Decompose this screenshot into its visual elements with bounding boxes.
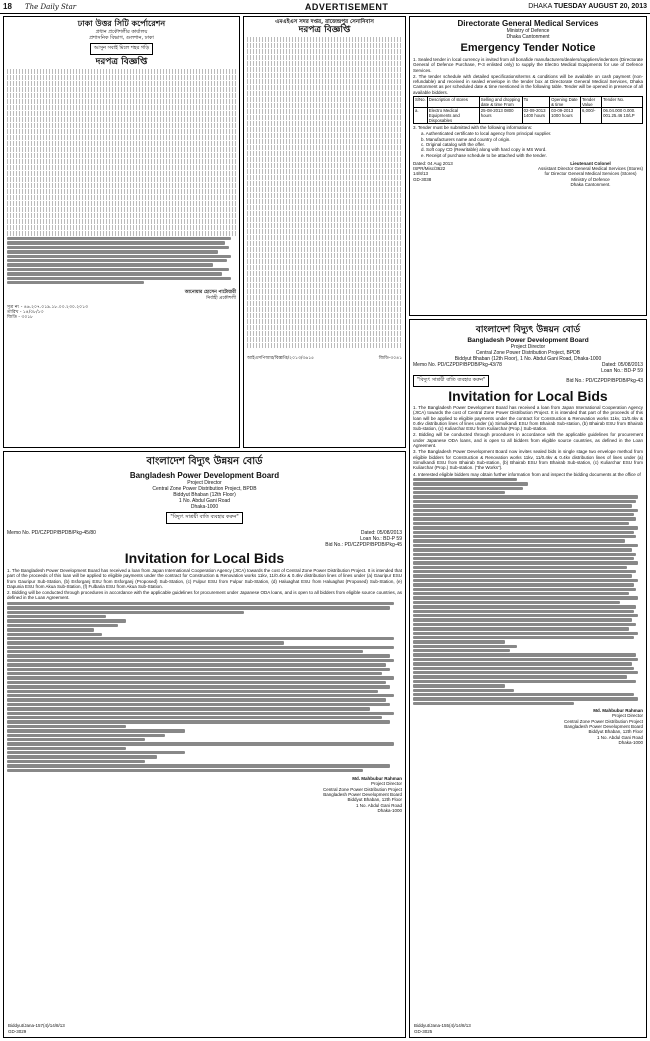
ad-footer [413,161,643,187]
table-header-cell: Tender No. [602,97,643,108]
ad-org-name: ঢাকা উত্তর সিটি কর্পোরেশন [77,19,166,28]
table-cell: 25-08-2013 0800 hours [479,108,522,124]
ad-signature: Md. Mahbubur Rahman Project Director Central Zone Power Distribution Project Bangladesh Power Development Board Biddyut Bhaban, 12th Floor 1 No. Abdul Gani Road Dhaka-1000 [322,776,402,813]
ad-paragraph-1: 1. Sealed tender in local currency is invited from all bonafide manufacturers/dealers/suppliers/indentors (Directorate General of Defence Purchase, P-3 enlisted only) to supply the Electro Medical Equipments for use of Defence Services. [413,57,643,73]
table-header-cell: Tender Value [581,97,602,108]
page-number: 18 [3,2,12,11]
ad-mes-tender [243,16,406,448]
ad-reference: Dated: 04 Aug 2013 ISPR/Misc/3622 14/8/13 GD-3038 [413,160,453,182]
page-header [0,0,650,14]
ad-org-name: Bangladesh Power Development Board [467,337,589,344]
memo-number: Memo No. PD/CZPDP/BPDB/Pkg-45/80 [7,530,96,536]
ad-bpdb-pkg43 [409,319,647,1038]
ad-paragraph-1: 1. The Bangladesh Power Development Board has received a loan from Japan International Cooperation Agency (JICA) towards the cost of Central Zone Power Distribution Project. It is intended that part of the proceeds of this loan will be applied to eligible payments under the contract for Construction & Renovation works 11kv, 11/0.4kv & 0.4kv distribution lines of lines under (a) Gauripur ESU from Gauripur Sub-Station, (b) Esforganj ESU from Esforganj (Proposed) Sub-Station, (c) Fulpur ESU from Fulpur Sub-Station, (d) Haluaghat ESU from Haluaghat (Proposed) Sub-Station, (e) Dapunia ESU from Akua Sub-Station, (f) Fulbaria ESU from Akua Sub-Station. [7,568,402,589]
ad-address-line: Dhaka-1000 [190,504,219,510]
ad-slogan: "বিদ্যুৎ সাশ্রয়ী বাতি ব্যবহার করুন" [166,512,242,524]
table-header-cell: Opening Date & time [550,97,581,108]
ad-address-line: Biddyut Bhaban (12th Floor) [173,492,236,498]
ad-title: দরপত্র বিজ্ঞপ্তি [298,25,351,35]
ad-reference: Biddyut/Jana-157(4)/14/8/13 GD-3029 [8,1023,65,1034]
memo-date: Dated: 05/08/2013 [601,362,643,368]
ad-address-line: Project Director [187,480,222,486]
ad-body-text [7,602,402,772]
ad-org-subtitle: প্রধান প্রকৌশলীর কার্যালয় [95,29,148,35]
table-header-cell: S/No. [414,97,428,108]
ad-address-line: Central Zone Power Distribution Project, BPDB [475,350,581,356]
ad-address-line: Central Zone Power Distribution Project, BPDB [152,486,257,492]
ad-slogan: আসুন সবাই মিলে শহর গড়ি [90,43,153,55]
table-row [414,108,643,124]
tender-data-table [7,69,236,236]
paper-name: The Daily Star [25,2,77,11]
ad-paragraph-3: 3. The Bangladesh Power Development Board now invites sealed bids in single stage two envelope method from eligible bidders for Construction & Renovation works 11kv, 11/0.4kv & 0.4kv distribution lines of lines under (a) Simulkandi ESU from Bhairab Sub-station, (b) Bhairab ESU from Bhairab Sub-station, (c) Kuliarchar ESU from Kuliarchar (Prop.) Sub-station. ("the Works"). [413,449,643,471]
table-header-cell: To [522,97,550,108]
section-title: ADVERTISEMENT [304,1,389,12]
tender-data-table [247,37,402,348]
ad-paragraph-3: 3. Tender must be submitted with the following informations: [413,125,533,131]
ad-bpdb-pkg45 [3,451,406,1038]
ad-title: Emergency Tender Notice [460,42,596,54]
list-item: d. Soft copy CD (Rewritable) along with hard copy in MS Word. [421,147,547,153]
table-cell: 02-09-2013 1400 hours [522,108,550,124]
ad-org-name-bn: বাংলাদেশ বিদ্যুৎ উন্নয়ন বোর্ড [475,325,581,335]
ad-paragraph-2: 2. Bidding will be conducted through procedures in accordance with the applicable guidelines for procurement under Japanese ODA loans, and is open to all bidders from eligible source countries, as defined in the Loan Agreement. [413,432,643,449]
ad-slogan: "বিদ্যুৎ সাশ্রয়ী বাতি ব্যবহার করুন" [413,375,489,387]
ad-city: Dhaka Cantonment [506,34,550,40]
ad-org-name: Directorate General Medical Services [457,19,599,28]
ad-title: Invitation for Local Bids [124,550,285,566]
ad-body-text [413,478,643,705]
ad-signature: Lieutenant Colonel Assistant Director General Medical Services (Stores) for Director General Medical Services (Stores) Ministry of Defence Dhaka Cantonment. [537,160,643,188]
ad-paragraph-2: 2. The tender schedule with detailed specifications/terms & conditions will be available on cash payment (non-refundable) and received in sealed envelope in the tender box at Directorate General Medical Services, Dhaka Cantonment as per scheduled date & time mentioned in the following table. Tender will be opened in presence of all available bidders. [413,73,643,95]
ad-org-address: প্রশাসনিক বিভাগ, গুলশান, ঢাকা [89,35,154,41]
table-cell: a. [414,108,428,124]
ad-paragraph-1: 1. The Bangladesh Power Development Board has received a loan from Japan International Cooperation Agency (JICA) towards the cost of Central Zone Power Distribution Project. It is intended that part of the proceeds of this loan will be applied to eligible payments under the contract for Construction & Renovation works 11kv, 11/0.4kv & 0.4kv distribution lines of lines under (a) Simulkandi ESU from Bhairab Sub-station, (b) Bhairab ESU from Bhairab Sub-station, (c) Kuliarchar ESU from Kuliarchar (Prop.) Sub-station. [413,405,643,432]
list-item: a. Authenticated certificate to local agency from principal supplier. [421,131,552,137]
ad-ministry: Ministry of Defence [506,28,550,34]
ad-address-line: Biddyut Bhaban (12th Floor), 1 No. Abdul Gani Road, Dhaka-1000 [454,356,602,362]
ad-org-name: এমএইএস সদর দপ্তর, রাজেন্দ্রপুর সেনানিবাস [275,19,374,25]
table-cell: 6,000/- [581,108,602,124]
ad-reference: Biddyut/Jana-155(4)/14/8/13 GD-3025 [414,1023,471,1034]
tender-schedule-table [413,96,643,124]
ad-address-line: Project Director [510,344,546,350]
ad-reference: আইএসপিআর/বিজ্ঞপ্তি/২০১৩/৩৬১৫ জিডি-৩০৪১ [247,356,402,361]
loan-number: Loan No.: BD-P 59 [601,368,643,374]
ad-org-name-bn: বাংলাদেশ বিদ্যুৎ উন্নয়ন বোর্ড [146,456,263,467]
ad-paragraph-4: 4. Interested eligible bidders may obtain further information from and inspect the bidding documents at the office of [413,471,641,477]
table-cell: 06.04.000 0.000. 001.25.46 10/LP [602,108,643,124]
ad-dgms-tender [409,16,647,316]
bid-number: Bid No.: PD/CZPDP/BPDB/Pkg-45 [325,542,402,548]
table-header-cell: Selling and dropping date & time From [479,97,522,108]
ad-dncc-tender [3,16,240,448]
ad-org-name: Bangladesh Power Development Board [129,471,280,480]
table-header-cell: Description of stores [427,97,479,108]
bid-number: Bid No.: PD/CZPDP/BPDB/Pkg-43 [566,378,643,384]
table-cell: Electro Medical Equipments and Disposables [427,108,479,124]
table-header-row [414,97,643,108]
issue-date: DHAKA TUESDAY AUGUST 20, 2013 [528,3,647,10]
tender-conditions-text [7,237,236,284]
list-item: c. Original catalog with the offer. [421,141,485,147]
ad-title: দরপত্র বিজ্ঞপ্তি [95,57,148,67]
ad-reference: সূত্র নং - ৪৬.২০৭.০১৯.১৮.০০.২৩০.২০১৩ তারিখ - ১৪/০৮/১৩ জিডি - ৩০১৮ [7,304,88,321]
ad-signature: আনোয়ার হোসেন পাটোয়ারী নির্বাহী প্রকৌশলী [184,290,236,301]
list-item: b. Manufacturers name and country of origin. [421,136,511,142]
list-item: e. Receipt of purchase schedule to be attached with the tender. [421,152,547,158]
loan-number: Loan No.: BD-P 59 [360,536,402,542]
ad-paragraph-2: 2. Bidding will be conducted through procedures in accordance with the applicable guidelines for procurement under Japanese ODA loans, and is open to all bidders from eligible source countries, as defined in the Loan Agreement. [7,590,402,601]
ad-title: Invitation for Local Bids [448,388,608,404]
ad-signature: Md. Mahbubur Rahman Project Director Central Zone Power Distribution Project Bangladesh Power Development Board Biddyut Bhaban, 12th Floor 1 No. Abdul Gani Road Dhaka-1000 [563,708,643,745]
table-cell: 03-09-2013 1000 hours [550,108,581,124]
memo-number: Memo No. PD/CZPDP/BPDB/Pkg-43/78 [413,362,502,368]
ad-address-line: 1 No. Abdul Gani Road [178,498,231,504]
memo-date: Dated: 05/08/2013 [360,530,402,536]
